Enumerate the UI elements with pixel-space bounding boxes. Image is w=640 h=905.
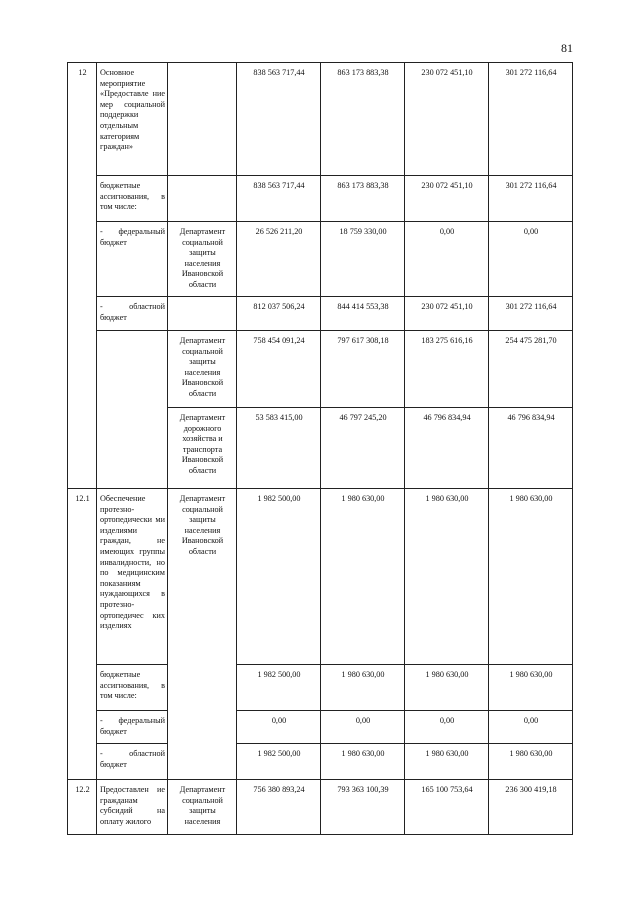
table-row [68, 408, 573, 489]
row-name: Обеспечение протезно-ортопедически ми изделиями граждан, не имеющих группы инвалидности, но по медицинским показаниям нуждающихся в протезно-ортопедичес ких изделиях [97, 489, 168, 665]
row-department: Департамент социальной защиты населения [168, 780, 237, 835]
row-number [68, 408, 97, 489]
value-cell: 236 300 419,18 [489, 780, 573, 835]
row-department: Департамент социальной защиты населения Ивановской области [168, 489, 237, 665]
row-department [168, 63, 237, 176]
row-name: - областной бюджет [97, 297, 168, 331]
row-department [168, 711, 237, 744]
row-name: бюджетные ассигнования, в том числе: [97, 176, 168, 222]
row-department [168, 665, 237, 711]
row-number: 12.2 [68, 780, 97, 835]
value-cell: 165 100 753,64 [405, 780, 489, 835]
value-cell: 1 980 630,00 [489, 489, 573, 665]
row-department [168, 297, 237, 331]
row-department [168, 176, 237, 222]
value-cell: 797 617 308,18 [321, 331, 405, 408]
value-cell: 863 173 883,38 [321, 63, 405, 176]
value-cell: 1 980 630,00 [489, 665, 573, 711]
value-cell: 254 475 281,70 [489, 331, 573, 408]
row-department: Департамент дорожного хозяйства и транспорта Ивановской области [168, 408, 237, 489]
row-number: 12 [68, 63, 97, 176]
value-cell: 793 363 100,39 [321, 780, 405, 835]
value-cell: 1 980 630,00 [321, 744, 405, 780]
value-cell: 0,00 [405, 222, 489, 297]
value-cell: 0,00 [489, 222, 573, 297]
value-cell: 0,00 [237, 711, 321, 744]
value-cell: 53 583 415,00 [237, 408, 321, 489]
value-cell: 301 272 116,64 [489, 176, 573, 222]
row-number [68, 297, 97, 331]
row-department [168, 744, 237, 780]
table-row [68, 665, 573, 711]
value-cell: 18 759 330,00 [321, 222, 405, 297]
value-cell: 1 980 630,00 [405, 744, 489, 780]
table-row [68, 711, 573, 744]
value-cell: 758 454 091,24 [237, 331, 321, 408]
table-row [68, 744, 573, 780]
value-cell: 1 980 630,00 [489, 744, 573, 780]
value-cell: 46 796 834,94 [405, 408, 489, 489]
value-cell: 301 272 116,64 [489, 297, 573, 331]
row-name [97, 331, 168, 408]
value-cell: 1 982 500,00 [237, 744, 321, 780]
value-cell: 1 980 630,00 [321, 489, 405, 665]
row-number [68, 222, 97, 297]
table-row [68, 331, 573, 408]
row-number [68, 665, 97, 711]
value-cell: 183 275 616,16 [405, 331, 489, 408]
row-name: - федеральный бюджет [97, 711, 168, 744]
value-cell: 0,00 [405, 711, 489, 744]
value-cell: 26 526 211,20 [237, 222, 321, 297]
row-name: Предоставлен ие гражданам субсидий на оплату жилого [97, 780, 168, 835]
value-cell: 46 796 834,94 [489, 408, 573, 489]
value-cell: 230 072 451,10 [405, 63, 489, 176]
row-number [68, 331, 97, 408]
value-cell: 863 173 883,38 [321, 176, 405, 222]
value-cell: 1 982 500,00 [237, 489, 321, 665]
value-cell: 756 380 893,24 [237, 780, 321, 835]
page-number: 81 [561, 41, 573, 55]
row-department: Департамент социальной защиты населения Ивановской области [168, 222, 237, 297]
value-cell: 230 072 451,10 [405, 297, 489, 331]
row-name: - федеральный бюджет [97, 222, 168, 297]
table-row [68, 176, 573, 222]
value-cell: 1 982 500,00 [237, 665, 321, 711]
table-row [68, 222, 573, 297]
row-number: 12.1 [68, 489, 97, 665]
value-cell: 301 272 116,64 [489, 63, 573, 176]
value-cell: 1 980 630,00 [405, 489, 489, 665]
row-number [68, 744, 97, 780]
value-cell: 838 563 717,44 [237, 176, 321, 222]
value-cell: 1 980 630,00 [405, 665, 489, 711]
value-cell: 838 563 717,44 [237, 63, 321, 176]
value-cell: 230 072 451,10 [405, 176, 489, 222]
value-cell: 0,00 [321, 711, 405, 744]
table-row [68, 297, 573, 331]
row-department: Департамент социальной защиты населения Ивановской области [168, 331, 237, 408]
table-row [68, 780, 573, 835]
value-cell: 0,00 [489, 711, 573, 744]
row-name: бюджетные ассигнования, в том числе: [97, 665, 168, 711]
table-row [68, 489, 573, 665]
row-name [97, 408, 168, 489]
value-cell: 812 037 506,24 [237, 297, 321, 331]
table-row [68, 63, 573, 176]
row-name: - областной бюджет [97, 744, 168, 780]
budget-table [67, 62, 573, 835]
row-number [68, 176, 97, 222]
value-cell: 844 414 553,38 [321, 297, 405, 331]
row-number [68, 711, 97, 744]
row-name: Основное мероприятие «Предоставле ние мер социальной поддержки отдельным категориям граждан» [97, 63, 168, 176]
value-cell: 1 980 630,00 [321, 665, 405, 711]
value-cell: 46 797 245,20 [321, 408, 405, 489]
